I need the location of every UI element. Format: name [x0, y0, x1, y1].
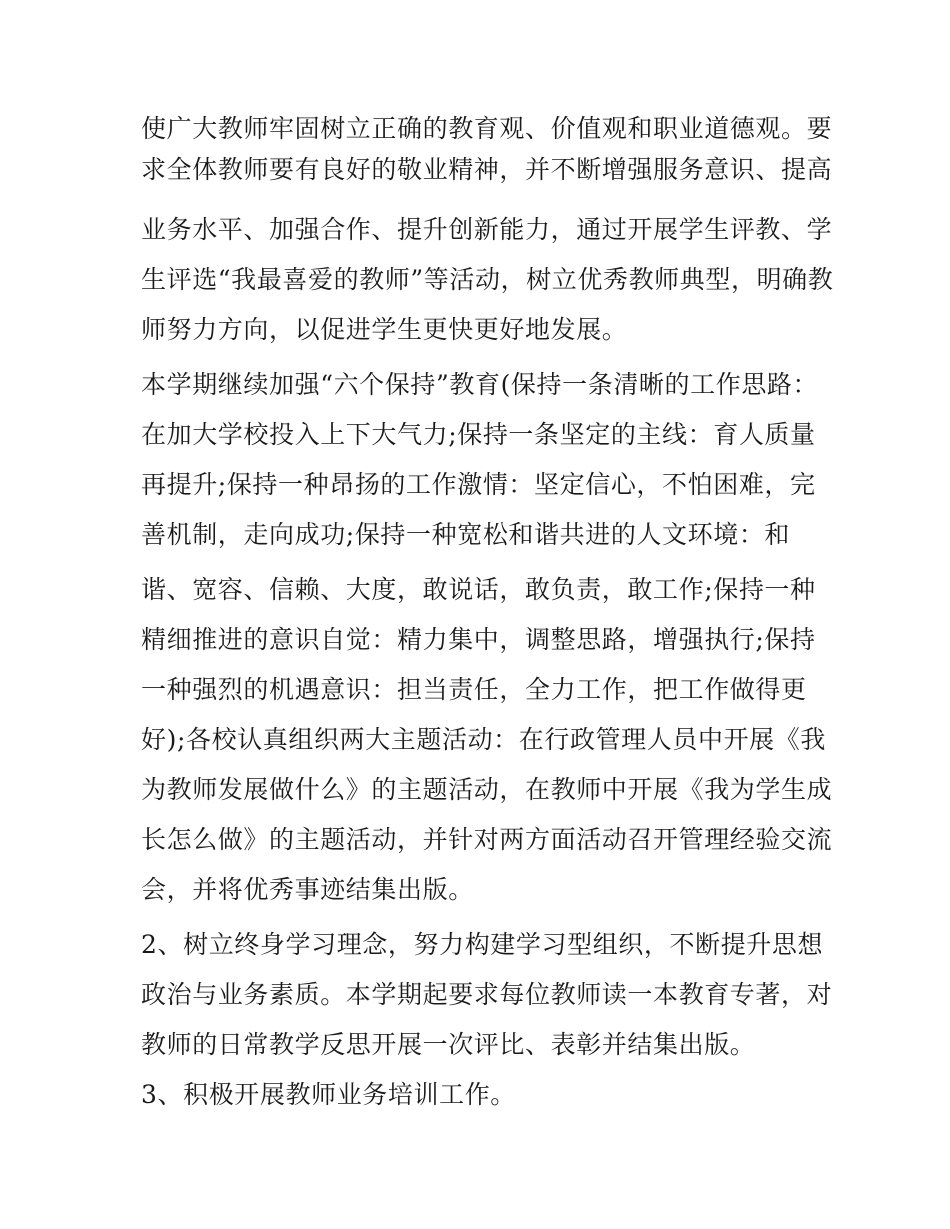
text-line: 长怎么做》的主题活动，并针对两方面活动召开管理经验交流 — [141, 825, 833, 854]
text-line: 2、树立终身学习理念，努力构建学习型组织，不断提升思想 — [141, 930, 824, 959]
text-line: 政治与业务素质。本学期起要求每位教师读一本教育专著，对 — [141, 980, 833, 1009]
text-line: 好);各校认真组织两大主题活动：在行政管理人员中开展《我 — [141, 725, 826, 754]
text-line: 教师的日常教学反思开展一次评比、表彰并结集出版。 — [141, 1030, 756, 1059]
text-line: 3、积极开展教师业务培训工作。 — [141, 1080, 516, 1109]
text-line: 精细推进的意识自觉：精力集中，调整思路，增强执行;保持 — [141, 625, 816, 654]
text-line: 谐、宽容、信赖、大度，敢说话，敢负责，敢工作;保持一种 — [141, 575, 816, 604]
text-line: 使广大教师牢固树立正确的教育观、价值观和职业道德观。要 — [141, 114, 833, 143]
text-line: 本学期继续加强“六个保持”教育(保持一条清晰的工作思路： — [141, 370, 819, 399]
text-line: 业务水平、加强合作、提升创新能力，通过开展学生评教、学 — [141, 215, 833, 244]
text-line: 再提升;保持一种昂扬的工作激情：坚定信心，不怕困难，完 — [141, 470, 816, 499]
text-line: 在加大学校投入上下大气力;保持一条坚定的主线：育人质量 — [141, 420, 816, 449]
text-line: 会，并将优秀事迹结集出版。 — [141, 875, 474, 904]
text-line: 求全体教师要有良好的敬业精神，并不断增强服务意识、提高 — [141, 155, 833, 184]
text-line: 善机制，走向成功;保持一种宽松和谐共进的人文环境：和 — [141, 520, 791, 549]
text-line: 一种强烈的机遇意识：担当责任，全力工作，把工作做得更 — [141, 675, 807, 704]
text-line: 师努力方向，以促进学生更快更好地发展。 — [141, 315, 628, 344]
text-line: 生评选“我最喜爱的教师”等活动，树立优秀教师典型，明确教 — [141, 265, 834, 294]
text-line: 为教师发展做什么》的主题活动，在教师中开展《我为学生成 — [141, 775, 833, 804]
